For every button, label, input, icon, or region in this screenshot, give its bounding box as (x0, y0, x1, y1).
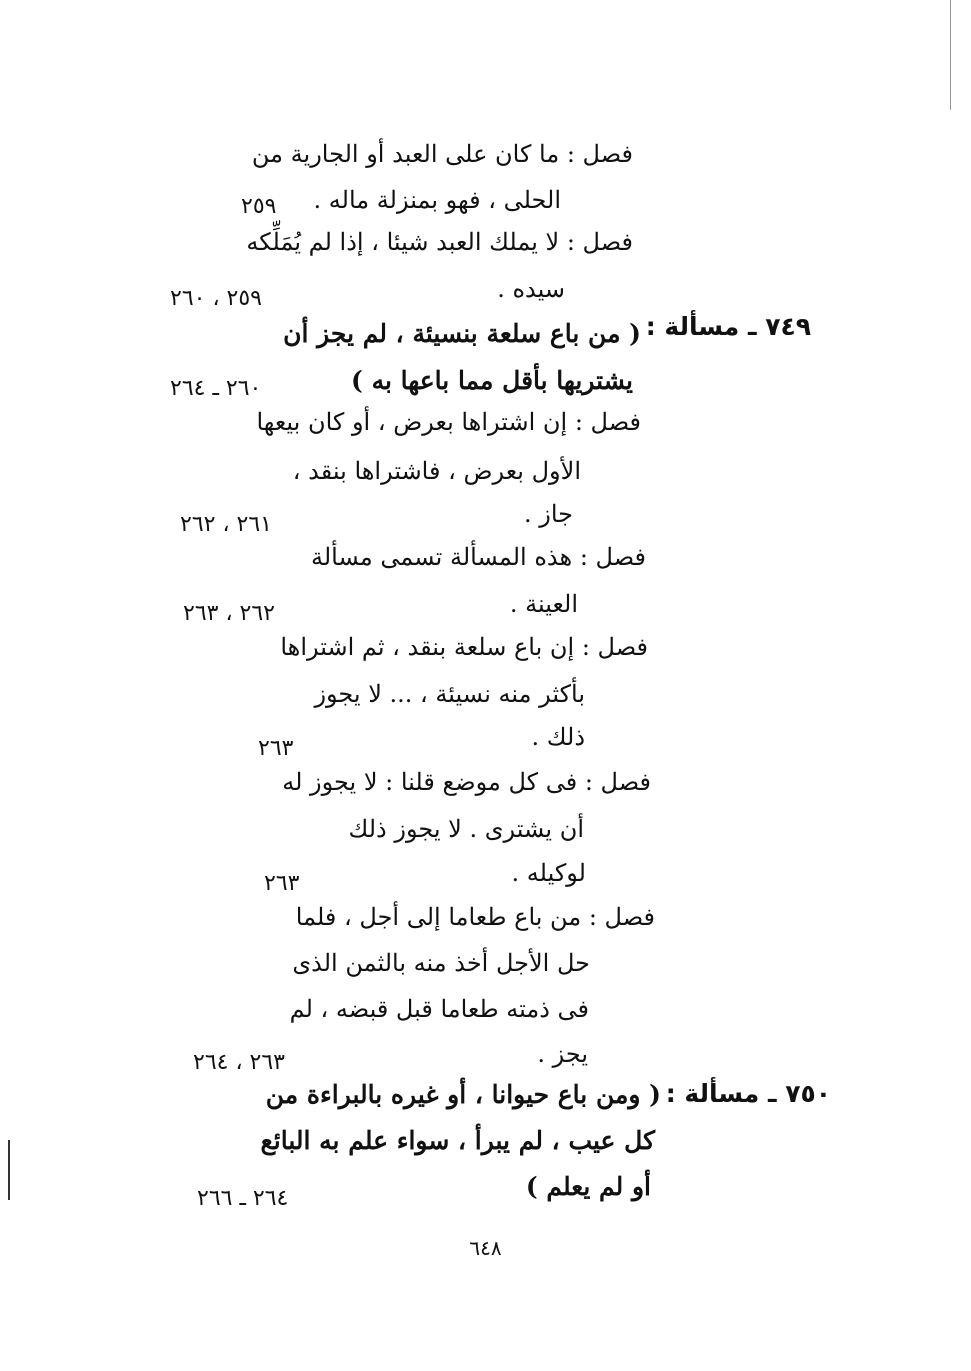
entry-label-749: ٧٤٩ ـ مسألة : (645, 312, 811, 341)
index-line: فصل : فى كل موضع قلنا : لا يجوز له (282, 768, 651, 796)
page-reference: ٢٦١ ، ٢٦٢ (180, 512, 272, 537)
index-line: سيده . (497, 275, 565, 303)
index-line: فصل : إن اشتراها بعرض ، أو كان بيعها (256, 408, 641, 436)
entry-title-line: ( من باع سلعة بنسيئة ، لم يجز أن (283, 319, 641, 348)
page-reference: ٢٦٠ ـ ٢٦٤ (170, 376, 262, 401)
index-line: فصل : هذه المسألة تسمى مسألة (310, 543, 646, 571)
page-reference: ٢٦٣ (264, 871, 300, 896)
scan-edge-mark (950, 0, 951, 110)
index-line: العينة . (509, 590, 578, 618)
index-line: فصل : إن باع سلعة بنقد ، ثم اشتراها (280, 633, 648, 661)
index-line: بأكثر منه نسيئة ، ... لا يجوز (314, 680, 585, 708)
index-line: لوكيله . (511, 859, 586, 887)
scan-edge-mark (8, 1140, 10, 1200)
index-line: الحلى ، فهو بمنزلة ماله . (313, 186, 561, 214)
page-reference: ٢٦٢ ، ٢٦٣ (183, 601, 275, 626)
index-line: فصل : لا يملك العبد شيئا ، إذا لم يُمَلِّكه (246, 228, 633, 256)
index-line: يجز . (537, 1040, 588, 1068)
entry-title-line: كل عيب ، لم يبرأ ، سواء علم به البائع (260, 1126, 655, 1155)
page-number: ٦٤٨ (469, 1236, 502, 1260)
page-reference: ٢٦٣ (258, 736, 294, 761)
page-reference: ٢٥٩ (241, 194, 277, 219)
entry-title-line: أو لم يعلم ) (525, 1172, 651, 1201)
index-line: ذلك . (531, 723, 585, 751)
page-reference: ٢٦٤ ـ ٢٦٦ (197, 1186, 289, 1211)
page-reference: ٢٦٣ ، ٢٦٤ (193, 1050, 285, 1075)
entry-title-line: ( ومن باع حيوانا ، أو غيره بالبراءة من (265, 1080, 661, 1109)
index-line: أن يشترى . لا يجوز ذلك (348, 815, 584, 843)
index-line: حل الأجل أخذ منه بالثمن الذى (292, 949, 590, 977)
page-reference: ٢٥٩ ، ٢٦٠ (170, 286, 262, 311)
index-line: فى ذمته طعاما قبل قبضه ، لم (289, 995, 589, 1023)
entry-title-line: يشتريها بأقل مما باعها به ) (351, 366, 633, 395)
index-line: فصل : ما كان على العبد أو الجارية من (251, 140, 633, 168)
index-line: جاز . (524, 500, 573, 528)
index-line: الأول بعرض ، فاشتراها بنقد ، (292, 457, 581, 485)
entry-label-750: ٧٥٠ ـ مسألة : (665, 1079, 831, 1108)
index-line: فصل : من باع طعاما إلى أجل ، فلما (295, 903, 655, 931)
